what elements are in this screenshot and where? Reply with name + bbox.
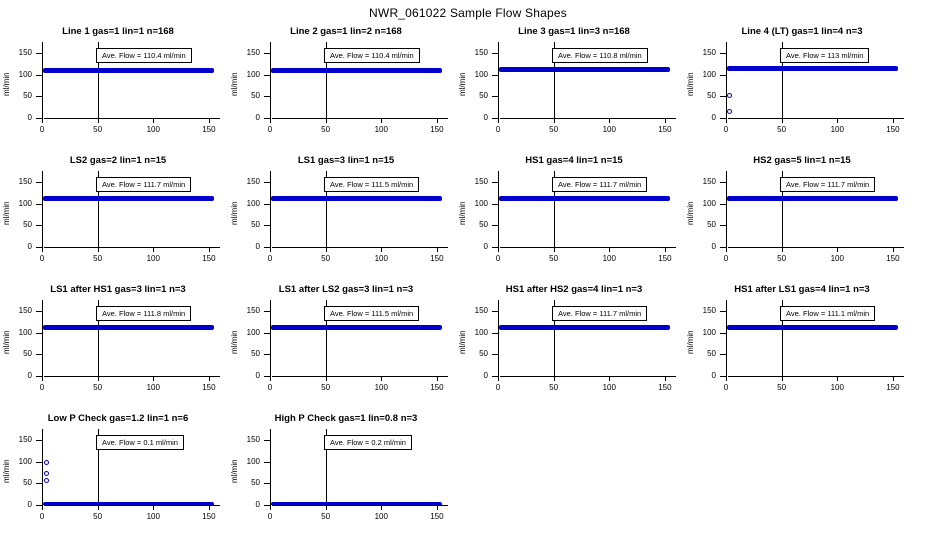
y-tick-label: 150 — [702, 305, 716, 315]
x-tick — [153, 376, 154, 381]
x-tick — [381, 118, 382, 123]
chart-panel — [460, 284, 688, 413]
page-title: NWR_061022 Sample Flow Shapes — [369, 6, 567, 20]
x-tick — [153, 505, 154, 510]
x-tick — [498, 118, 499, 123]
y-tick-label: 150 — [18, 47, 32, 57]
y-tick-label: 0 — [711, 113, 716, 122]
x-tick — [554, 118, 555, 123]
x-axis-line — [44, 376, 220, 377]
x-tick — [665, 376, 666, 381]
x-tick-label: 0 — [39, 254, 45, 263]
x-tick — [270, 376, 271, 381]
x-axis-line — [728, 247, 904, 248]
average-flow-annotation: Ave. Flow = 0.2 ml/min — [324, 435, 412, 450]
y-axis-label: ml/min — [230, 72, 239, 96]
y-tick-label: 50 — [23, 91, 32, 101]
y-tick-label: 0 — [27, 371, 32, 380]
x-axis-line — [272, 247, 448, 248]
x-tick — [726, 376, 727, 381]
x-tick-label: 100 — [146, 383, 160, 392]
y-tick-label: 50 — [23, 478, 32, 488]
chart-panel — [460, 155, 688, 284]
x-tick — [381, 376, 382, 381]
average-flow-annotation: Ave. Flow = 113 ml/min — [780, 48, 869, 63]
x-tick-label: 150 — [202, 125, 216, 134]
panel-title: HS1 after LS1 gas=4 lin=1 n=3 — [734, 284, 870, 295]
x-tick-label: 100 — [146, 512, 160, 521]
average-flow-annotation: Ave. Flow = 111.1 ml/min — [780, 306, 875, 321]
flow-data-band — [727, 196, 898, 201]
chart-panel — [688, 284, 916, 413]
y-tick-label: 0 — [483, 113, 488, 122]
average-flow-annotation: Ave. Flow = 111.5 ml/min — [324, 177, 419, 192]
y-tick-label: 50 — [479, 220, 488, 230]
y-tick-label: 150 — [18, 434, 32, 444]
x-axis-line — [272, 376, 448, 377]
x-tick — [437, 247, 438, 252]
x-tick-label: 100 — [374, 125, 388, 134]
y-tick-label: 0 — [27, 242, 32, 251]
x-tick — [270, 247, 271, 252]
x-tick-label: 50 — [549, 254, 559, 263]
x-axis-line — [728, 118, 904, 119]
y-axis-label: ml/min — [2, 72, 11, 96]
x-tick-label: 50 — [321, 254, 331, 263]
x-tick — [665, 247, 666, 252]
x-tick-label: 0 — [267, 512, 273, 521]
y-tick-label: 50 — [707, 91, 716, 101]
x-tick-label: 150 — [202, 254, 216, 263]
y-tick-label: 150 — [18, 176, 32, 186]
x-tick — [498, 247, 499, 252]
flow-data-band — [43, 502, 214, 505]
data-point — [44, 460, 49, 465]
y-tick-label: 50 — [707, 220, 716, 230]
average-flow-annotation: Ave. Flow = 111.8 ml/min — [96, 306, 191, 321]
x-tick-label: 0 — [495, 254, 501, 263]
chart-panel — [232, 26, 460, 155]
x-tick — [498, 376, 499, 381]
panel-title: High P Check gas=1 lin=0.8 n=3 — [274, 413, 418, 424]
x-tick — [153, 247, 154, 252]
y-tick-label: 150 — [18, 305, 32, 315]
average-flow-annotation: Ave. Flow = 0.1 ml/min — [96, 435, 184, 450]
y-tick-label: 0 — [711, 242, 716, 251]
panel-title: Line 4 (LT) gas=1 lin=4 n=3 — [741, 26, 863, 37]
x-tick-label: 0 — [39, 383, 45, 392]
x-tick-label: 0 — [723, 254, 729, 263]
x-tick-label: 150 — [202, 383, 216, 392]
flow-data-band — [499, 196, 670, 201]
flow-data-band — [271, 325, 442, 330]
x-axis-line — [272, 505, 448, 506]
panel-title: Line 1 gas=1 lin=1 n=168 — [62, 26, 174, 37]
data-point — [44, 478, 49, 483]
panel-title: HS1 gas=4 lin=1 n=15 — [525, 155, 623, 166]
x-tick-label: 50 — [93, 512, 103, 521]
x-tick-label: 150 — [886, 383, 900, 392]
x-axis-line — [272, 118, 448, 119]
x-tick-label: 100 — [374, 512, 388, 521]
x-tick-label: 50 — [321, 125, 331, 134]
x-tick-label: 100 — [602, 254, 616, 263]
chart-panel — [4, 413, 232, 542]
x-tick-label: 0 — [267, 254, 273, 263]
panel-title: Line 3 gas=1 lin=3 n=168 — [518, 26, 630, 37]
x-tick — [98, 247, 99, 252]
panel-title: Line 2 gas=1 lin=2 n=168 — [290, 26, 402, 37]
chart-panel — [232, 413, 460, 542]
average-flow-annotation: Ave. Flow = 111.5 ml/min — [324, 306, 419, 321]
y-axis-label: ml/min — [2, 201, 11, 225]
x-tick — [782, 247, 783, 252]
panel-title: HS2 gas=5 lin=1 n=15 — [753, 155, 851, 166]
y-tick-label: 150 — [702, 47, 716, 57]
x-tick-label: 150 — [658, 125, 672, 134]
y-tick-label: 100 — [246, 69, 260, 79]
flow-data-band — [271, 196, 442, 201]
y-axis-label: ml/min — [686, 72, 695, 96]
x-tick — [326, 505, 327, 510]
x-tick-label: 100 — [830, 125, 844, 134]
y-axis-label: ml/min — [458, 72, 467, 96]
x-tick — [609, 118, 610, 123]
x-tick-label: 50 — [549, 125, 559, 134]
y-tick-label: 100 — [18, 327, 32, 337]
y-tick-label: 150 — [246, 434, 260, 444]
x-tick-label: 50 — [93, 254, 103, 263]
y-axis-label: ml/min — [230, 459, 239, 483]
y-tick-label: 100 — [18, 198, 32, 208]
x-tick — [270, 505, 271, 510]
y-tick-label: 0 — [255, 242, 260, 251]
x-tick-label: 50 — [93, 383, 103, 392]
x-tick-label: 0 — [39, 125, 45, 134]
y-tick-label: 100 — [474, 327, 488, 337]
chart-panel — [4, 26, 232, 155]
x-tick — [42, 376, 43, 381]
average-flow-annotation: Ave. Flow = 111.7 ml/min — [552, 306, 647, 321]
y-tick-label: 100 — [246, 327, 260, 337]
x-tick — [782, 376, 783, 381]
y-axis-label: ml/min — [2, 330, 11, 354]
x-tick-label: 50 — [777, 254, 787, 263]
chart-panel — [4, 284, 232, 413]
x-tick — [42, 247, 43, 252]
x-tick — [726, 118, 727, 123]
flow-data-band — [43, 68, 214, 73]
x-axis-line — [44, 247, 220, 248]
chart-panel — [688, 155, 916, 284]
data-point — [727, 109, 732, 114]
x-axis-line — [44, 118, 220, 119]
panel-title: LS1 gas=3 lin=1 n=15 — [297, 155, 395, 166]
y-tick-label: 50 — [707, 349, 716, 359]
average-flow-annotation: Ave. Flow = 111.7 ml/min — [552, 177, 647, 192]
x-tick-label: 150 — [202, 512, 216, 521]
flow-data-band — [499, 67, 670, 72]
panel-title: LS1 after LS2 gas=3 lin=1 n=3 — [278, 284, 414, 295]
y-tick-label: 100 — [246, 456, 260, 466]
x-tick-label: 100 — [374, 254, 388, 263]
x-tick — [554, 247, 555, 252]
x-tick-label: 150 — [430, 254, 444, 263]
x-tick-label: 100 — [146, 125, 160, 134]
x-tick-label: 150 — [658, 383, 672, 392]
average-flow-annotation: Ave. Flow = 110.4 ml/min — [96, 48, 192, 63]
x-tick — [837, 376, 838, 381]
y-tick-label: 50 — [251, 91, 260, 101]
y-tick-label: 50 — [479, 349, 488, 359]
x-tick — [893, 118, 894, 123]
x-tick-label: 150 — [430, 383, 444, 392]
x-tick-label: 0 — [39, 512, 45, 521]
y-tick-label: 50 — [23, 220, 32, 230]
x-tick — [437, 376, 438, 381]
y-tick-label: 50 — [479, 91, 488, 101]
x-tick — [326, 247, 327, 252]
y-axis-label: ml/min — [686, 201, 695, 225]
y-tick-label: 0 — [255, 113, 260, 122]
chart-panel — [232, 155, 460, 284]
x-tick — [837, 118, 838, 123]
x-tick — [209, 376, 210, 381]
x-axis-line — [500, 247, 676, 248]
x-tick — [326, 376, 327, 381]
x-tick — [42, 505, 43, 510]
x-tick — [893, 247, 894, 252]
y-tick-label: 0 — [27, 113, 32, 122]
x-tick-label: 100 — [602, 383, 616, 392]
y-tick-label: 150 — [474, 305, 488, 315]
panel-title: LS2 gas=2 lin=1 n=15 — [69, 155, 167, 166]
x-axis-line — [728, 376, 904, 377]
y-tick-label: 100 — [18, 69, 32, 79]
x-tick-label: 150 — [658, 254, 672, 263]
panel-grid — [0, 22, 936, 538]
y-tick-label: 150 — [246, 176, 260, 186]
x-tick — [437, 505, 438, 510]
x-tick-label: 0 — [723, 125, 729, 134]
data-point — [44, 471, 49, 476]
x-tick — [209, 118, 210, 123]
x-tick-label: 150 — [430, 512, 444, 521]
x-tick-label: 0 — [495, 125, 501, 134]
x-tick — [893, 376, 894, 381]
flow-data-band — [727, 325, 898, 330]
x-tick-label: 100 — [146, 254, 160, 263]
y-axis-label: ml/min — [230, 330, 239, 354]
x-tick — [98, 118, 99, 123]
y-tick-label: 100 — [18, 456, 32, 466]
y-tick-label: 100 — [474, 69, 488, 79]
chart-panel — [460, 26, 688, 155]
x-tick — [609, 376, 610, 381]
flow-data-band — [43, 196, 214, 201]
x-axis-line — [500, 118, 676, 119]
y-axis-label: ml/min — [458, 330, 467, 354]
x-tick — [837, 247, 838, 252]
data-point — [727, 93, 732, 98]
y-tick-label: 0 — [27, 500, 32, 509]
x-tick — [270, 118, 271, 123]
x-tick-label: 100 — [374, 383, 388, 392]
y-axis-label: ml/min — [686, 330, 695, 354]
y-tick-label: 150 — [246, 305, 260, 315]
y-tick-label: 150 — [474, 47, 488, 57]
x-tick — [326, 118, 327, 123]
y-tick-label: 50 — [251, 220, 260, 230]
flow-data-band — [271, 502, 442, 505]
chart-panel — [4, 155, 232, 284]
x-tick — [98, 376, 99, 381]
y-tick-label: 100 — [702, 198, 716, 208]
flow-data-band — [727, 66, 898, 71]
x-tick — [609, 247, 610, 252]
x-tick — [665, 118, 666, 123]
x-axis-line — [500, 376, 676, 377]
x-tick-label: 50 — [93, 125, 103, 134]
y-tick-label: 0 — [711, 371, 716, 380]
x-tick — [782, 118, 783, 123]
chart-panel — [688, 26, 916, 155]
y-tick-label: 100 — [246, 198, 260, 208]
x-tick — [437, 118, 438, 123]
x-tick-label: 50 — [777, 125, 787, 134]
panel-title: Low P Check gas=1.2 lin=1 n=6 — [47, 413, 189, 424]
y-axis-label: ml/min — [2, 459, 11, 483]
panel-title: LS1 after HS1 gas=3 lin=1 n=3 — [50, 284, 186, 295]
x-axis-line — [44, 505, 220, 506]
y-tick-label: 50 — [251, 478, 260, 488]
x-tick-label: 50 — [549, 383, 559, 392]
x-tick-label: 0 — [495, 383, 501, 392]
average-flow-annotation: Ave. Flow = 110.8 ml/min — [552, 48, 648, 63]
x-tick-label: 50 — [321, 383, 331, 392]
x-tick — [726, 247, 727, 252]
chart-panel — [232, 284, 460, 413]
x-tick — [554, 376, 555, 381]
panel-title: HS1 after HS2 gas=4 lin=1 n=3 — [505, 284, 643, 295]
average-flow-annotation: Ave. Flow = 111.7 ml/min — [96, 177, 191, 192]
y-tick-label: 100 — [474, 198, 488, 208]
x-tick — [42, 118, 43, 123]
y-tick-label: 100 — [702, 327, 716, 337]
x-tick — [153, 118, 154, 123]
x-tick-label: 0 — [267, 125, 273, 134]
x-tick-label: 50 — [777, 383, 787, 392]
y-tick-label: 150 — [474, 176, 488, 186]
flow-data-band — [271, 68, 442, 73]
x-tick-label: 100 — [830, 383, 844, 392]
x-tick-label: 100 — [830, 254, 844, 263]
average-flow-annotation: Ave. Flow = 111.7 ml/min — [780, 177, 875, 192]
y-tick-label: 0 — [255, 500, 260, 509]
y-tick-label: 150 — [246, 47, 260, 57]
x-tick — [209, 247, 210, 252]
y-tick-label: 0 — [483, 242, 488, 251]
flow-data-band — [499, 325, 670, 330]
x-tick-label: 50 — [321, 512, 331, 521]
y-axis-label: ml/min — [230, 201, 239, 225]
x-tick — [209, 505, 210, 510]
y-axis-label: ml/min — [458, 201, 467, 225]
x-tick — [98, 505, 99, 510]
flow-data-band — [43, 325, 214, 330]
x-tick-label: 0 — [267, 383, 273, 392]
y-tick-label: 50 — [251, 349, 260, 359]
x-tick-label: 150 — [886, 125, 900, 134]
y-tick-label: 100 — [702, 69, 716, 79]
x-tick-label: 150 — [430, 125, 444, 134]
average-flow-annotation: Ave. Flow = 110.4 ml/min — [324, 48, 420, 63]
y-tick-label: 50 — [23, 349, 32, 359]
x-tick-label: 0 — [723, 383, 729, 392]
x-tick — [381, 247, 382, 252]
y-tick-label: 0 — [255, 371, 260, 380]
y-tick-label: 150 — [702, 176, 716, 186]
y-tick-label: 0 — [483, 371, 488, 380]
x-tick-label: 100 — [602, 125, 616, 134]
x-tick-label: 150 — [886, 254, 900, 263]
x-tick — [381, 505, 382, 510]
